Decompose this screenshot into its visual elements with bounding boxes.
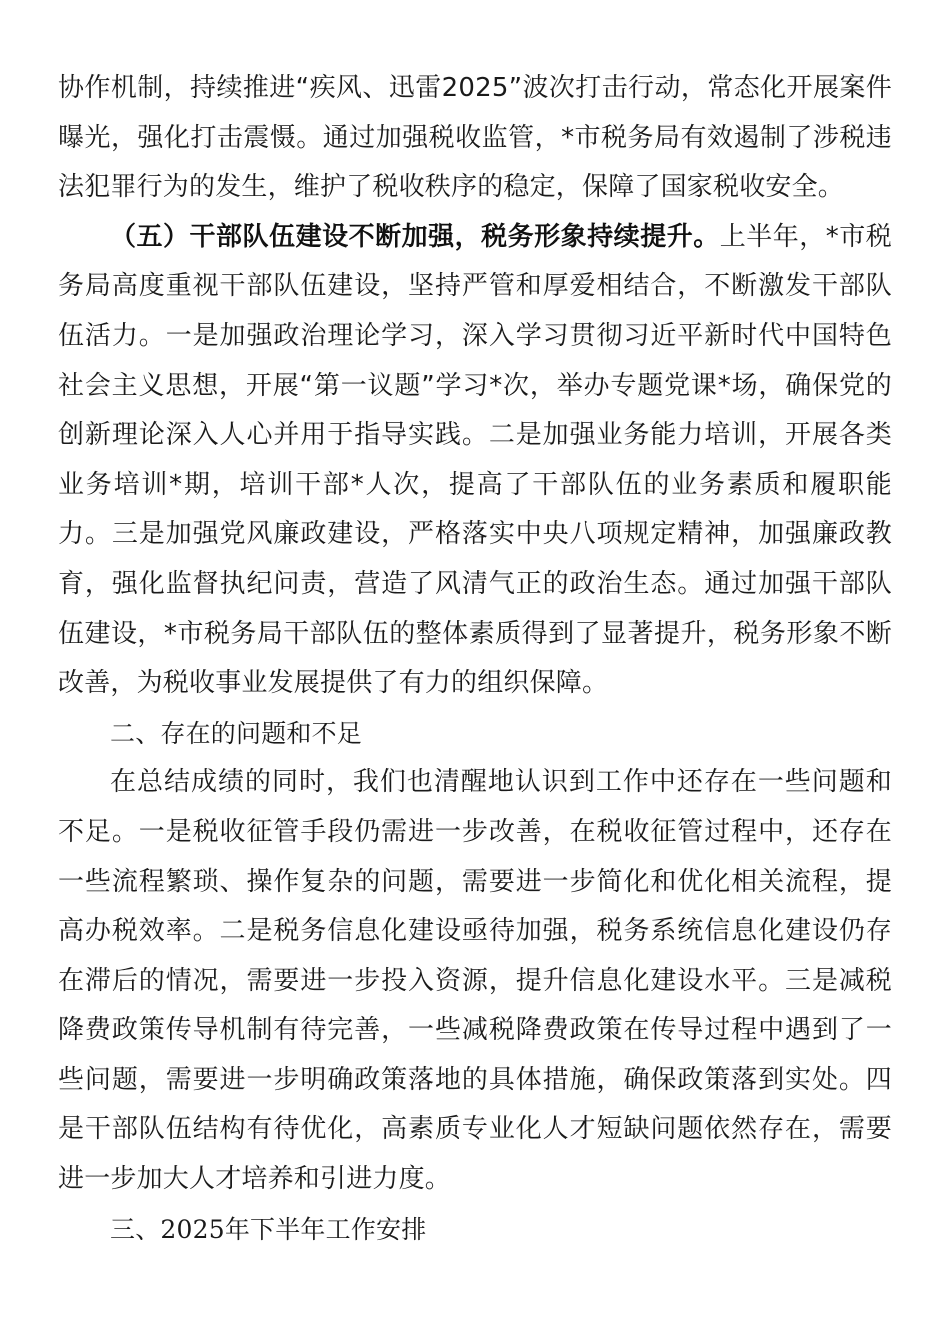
paragraph-text: 在总结成绩的同时，我们也清醒地认识到工作中还存在一些问题和不足。一是税收征管手段仍需进一步改善，在税收征管过程中，还存在一些流程繁琐、操作复杂的问题，需要进一步简化和优化相关流程，提高办税效率。二是税务信息化建设亟待加强，税务系统信息化建设仍存在滞后的情况，需要进一步投入资源，提升信息化建设水平。三是减税降费政策传导机制有待完善，一些减税降费政策在传导过程中遇到了一些问题，需要进一步明确政策落地的具体措施，确保政策落到实处。四是干部队伍结构有待优化，高素质专业化人才短缺问题依然存在，需要进一步加大人才培养和引进力度。 xyxy=(58,767,892,1195)
paragraph-text: 上半年，*市税务局高度重视干部队伍建设，坚持严管和厚爱相结合，不断激发干部队伍活力。一是加强政治理论学习，深入学习贯彻习近平新时代中国特色社会主义思想，开展“第一议题”学习*次，举办专题党课*场，确保党的创新理论深入人心并用于指导实践。二是加强业务能力培训，开展各类业务培训*期，培训干部*人次，提高了干部队伍的业务素质和履职能力。三是加强党风廉政建设，严格落实中央八项规定精神，加强廉政教育，强化监督执纪问责，营造了风清气正的政治生态。通过加强干部队伍建设，*市税务局干部队伍的整体素质得到了显著提升，税务形象不断改善，为税收事业发展提供了有力的组织保障。 xyxy=(58,221,892,699)
section-title: 三、2025年下半年工作安排 xyxy=(110,1214,427,1244)
section-heading-problems xyxy=(58,709,892,759)
paragraph-text: 协作机制，持续推进“疾风、迅雷2025”波次打击行动，常态化开展案件曝光，强化打击震慑。通过加强税收监管，*市税务局有效遏制了涉税违法犯罪行为的发生，维护了税收秩序的稳定，保障了国家税收安全。 xyxy=(58,73,892,203)
paragraph-cadre-team-building xyxy=(58,213,892,709)
document-body xyxy=(58,64,892,1254)
subsection-heading: （五）干部队伍建设不断加强，税务形象持续提升。 xyxy=(110,221,720,252)
paragraph-problems-and-shortcomings xyxy=(58,758,892,1204)
section-heading-work-plan xyxy=(58,1205,892,1255)
paragraph-tax-enforcement-continued xyxy=(58,64,892,213)
section-title: 二、存在的问题和不足 xyxy=(110,718,363,748)
